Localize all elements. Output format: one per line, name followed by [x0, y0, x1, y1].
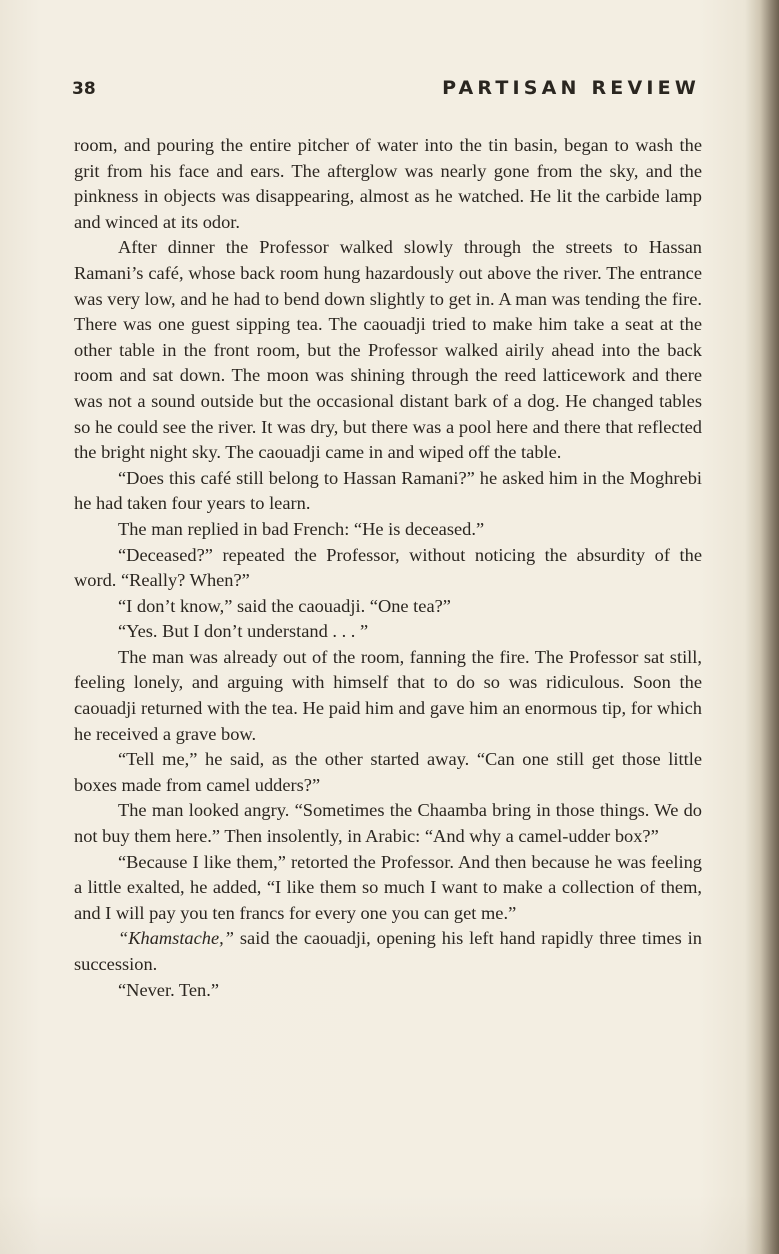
italic-word: “Khamstache,” — [118, 928, 234, 949]
paragraph: room, and pouring the entire pitcher of water into the tin basin, began to wash the grit from his face and ears. The afterglow was nearly gone from the sky, and the pinkness in objects was disappearing, almost as he watched. He lit the carbide lamp and winced at its odor. — [74, 135, 702, 232]
paragraph: “Tell me,” he said, as the other started away. “Can one still get those little boxes made from camel udders?” — [74, 749, 702, 795]
running-head: PARTISAN REVIEW — [442, 77, 700, 99]
paragraph: The man replied in bad French: “He is deceased.” — [118, 518, 485, 539]
paragraph: After dinner the Professor walked slowly through the streets to Hassan Ramani’s café, whose back room hung hazardously out above the river. The entrance was very low, and he had to bend down slightly to get in. A man was tending the fire. There was one guest sipping tea. The caouadji tried to make him take a seat at the other table in the front room, but the Professor walked airily ahead into the back room and sat down. The moon was shining through the reed latticework and there was not a sound outside but the occasional distant bark of a dog. He changed tables so he could see the river. It was dry, but there was a pool here and there that reflected the bright night sky. The caouadji came in and wiped off the table. — [74, 237, 702, 463]
paragraph: “Never. Ten.” — [118, 979, 220, 1000]
page-shadow — [0, 1194, 779, 1254]
paragraph — [74, 926, 702, 977]
paragraph: “Because I like them,” retorted the Professor. And then because he was feeling a little exalted, he added, “I like them so much I want to make a collection of them, and I will pay you ten francs for every one you can get me.” — [74, 851, 702, 923]
paragraph: “Does this café still belong to Hassan Ramani?” he asked him in the Moghrebi he had taken four years to learn. — [74, 467, 702, 514]
paragraph: “Deceased?” repeated the Professor, without noticing the absurdity of the word. “Really? When?” — [74, 544, 702, 591]
body-text — [74, 133, 702, 1003]
paragraph-text: said the caouadji, opening his left hand rapidly three times in succession. — [74, 928, 702, 974]
paragraph: The man was already out of the room, fanning the fire. The Professor sat still, feeling lonely, and arguing with himself that to do so was ridiculous. Soon the caouadji returned with the tea. He paid him and gave him an enormous tip, for which he received a grave bow. — [74, 646, 702, 744]
page-number: 38 — [72, 79, 96, 99]
paragraph: The man looked angry. “Sometimes the Chaamba bring in those things. We do not buy them here.” Then insolently, in Arabic: “And why a camel-udder box?” — [74, 800, 702, 847]
page-header — [70, 75, 700, 105]
paragraph: “Yes. But I don’t understand . . . ” — [118, 621, 369, 642]
paragraph: “I don’t know,” said the caouadji. “One tea?” — [118, 595, 451, 616]
